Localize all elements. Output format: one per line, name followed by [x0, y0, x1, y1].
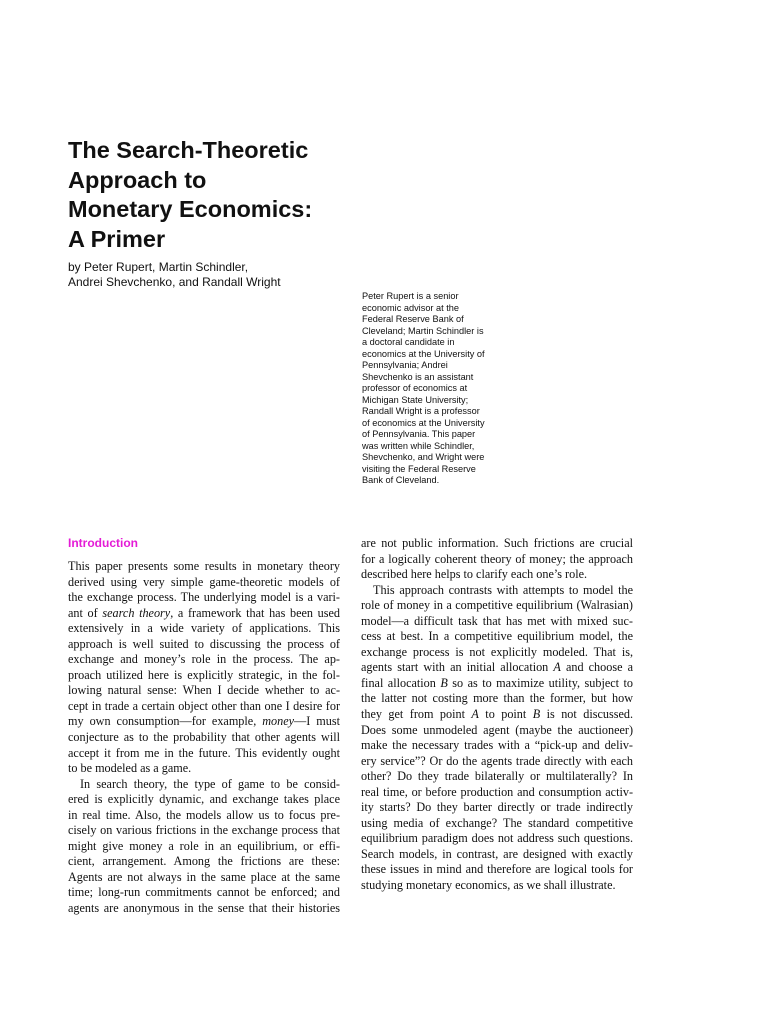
emphasis: money	[262, 714, 295, 729]
text-line: model—a difficult task that has met with mixed suc-	[361, 613, 633, 628]
section-heading-introduction: Introduction	[68, 536, 138, 550]
text-line: In search theory, the type of game to be consid-	[80, 776, 340, 791]
text-line: are not public information. Such frictions are crucial	[361, 536, 633, 550]
bio-line: was written while Schindler,	[362, 440, 475, 451]
author-bio-note	[362, 291, 512, 487]
text-line: ery service”? Or do the agents trade directly with each	[361, 753, 633, 768]
text-line: ered is explicitly dynamic, and exchange takes place	[68, 792, 340, 807]
text-line: lowing natural sense: When I decide whether to ac-	[68, 683, 340, 698]
text-line: Search models, in contrast, are designed with exactly	[361, 846, 633, 861]
text-line: using media of exchange? The standard competitive	[361, 815, 633, 830]
bio-line: Michigan State University;	[362, 394, 469, 405]
text-line: they get from point A to point B is not discussed.	[361, 707, 633, 722]
text-line: ant of search theory, a framework that has been used	[68, 605, 340, 620]
text-line: cept in trade a certain object other than one I desire for	[68, 698, 340, 713]
body-column-left	[68, 559, 340, 917]
text-line: the latter not costing more than the former, but how	[361, 691, 633, 706]
text-line: other? Do they trade bilaterally or multilaterally? In	[361, 769, 633, 784]
text-line: cient, arrangement. Among the frictions are these:	[68, 854, 340, 869]
bio-line: economics at the University of	[362, 348, 485, 359]
bio-line: Peter Rupert is a senior	[362, 291, 459, 301]
bio-line: of Pennsylvania. This paper	[362, 429, 476, 439]
text-line: make the necessary trades with a “pick-up and deliv-	[361, 738, 633, 753]
text-line: cess at best. In a competitive equilibrium model, the	[361, 629, 633, 644]
text-line: my own consumption—for example, money—I must	[68, 714, 340, 729]
bio-line: economic advisor at the	[362, 302, 460, 313]
text-line: agents are anonymous in the sense that their histories	[68, 901, 340, 916]
text-line: This paper presents some results in monetary theory	[68, 559, 340, 573]
text-line: exchange and money’s role in the process. The ap-	[68, 652, 340, 667]
text-line: these issues in mind and therefore are logical tools for	[361, 862, 633, 877]
text-line: to be modeled as a game.	[68, 761, 192, 776]
text-line: studying monetary economics, as we shall illustrate.	[361, 878, 616, 893]
text-line: final allocation B so as to maximize utility, subject to	[361, 675, 633, 690]
text-line: for a logically coherent theory of money; the approach	[361, 551, 633, 566]
bio-line: Bank of Cleveland.	[362, 475, 440, 485]
text-line: accept it from me in the future. This evidently ought	[68, 745, 340, 760]
byline-line: Andrei Shevchenko, and Randall Wright	[68, 275, 281, 289]
bio-line: professor of economics at	[362, 383, 468, 393]
byline-line: by Peter Rupert, Martin Schindler,	[68, 260, 249, 274]
title-line: A Primer	[68, 225, 166, 252]
text-line: Does some unmodeled agent (maybe the auctioneer)	[361, 722, 633, 737]
text-line: Agents are not always in the same place at the same	[68, 869, 340, 884]
emphasis: B	[440, 675, 448, 690]
text-line: This approach contrasts with attempts to model the	[373, 582, 633, 597]
paper-title	[68, 136, 368, 254]
bio-line: Randall Wright is a professor	[362, 406, 480, 416]
text-line: ity starts? Do they barter directly or trade indirectly	[361, 800, 633, 815]
body-column-right	[361, 536, 633, 894]
emphasis: A	[471, 707, 479, 722]
text-line: proach utilized here is explicitly strategic, in the fol-	[68, 667, 340, 682]
bio-line: Shevchenko, and Wright were	[362, 452, 485, 462]
title-line: The Search-Theoretic	[68, 137, 309, 163]
bio-line: Cleveland; Martin Schindler is	[362, 325, 484, 336]
emphasis: A	[553, 660, 561, 675]
bio-line: Pennsylvania; Andrei	[362, 360, 448, 370]
text-line: real time, or before production and consumption activ-	[361, 784, 633, 799]
text-line: in real time. Also, the models allow us to focus pre-	[68, 807, 340, 822]
text-line: exchange process is not explicitly modeled. That is,	[361, 644, 633, 659]
text-line: conjecture as to the probability that other agents will	[68, 730, 340, 745]
title-line: Approach to	[68, 166, 207, 193]
text-line: role of money in a competitive equilibrium (Walrasian)	[361, 598, 633, 613]
text-line: the exchange process. The underlying model is a vari-	[68, 590, 340, 605]
text-line: might give money a role in an equilibrium, or effi-	[68, 838, 340, 853]
text-line: described here helps to clarify each one’s role.	[361, 567, 588, 582]
bio-line: a doctoral candidate in	[362, 337, 455, 347]
emphasis: search theory	[102, 605, 171, 620]
bio-line: of economics at the University	[362, 417, 485, 428]
text-line: time; long-run commitments cannot be enforced; and	[68, 885, 340, 900]
text-line: agents start with an initial allocation A and choose a	[361, 660, 633, 675]
bio-line: Federal Reserve Bank of	[362, 314, 464, 324]
text-line: equilibrium paradigm does not address such questions.	[361, 831, 633, 846]
text-line: derived using very simple game-theoretic models of	[68, 574, 340, 589]
bio-line: Shevchenko is an assistant	[362, 371, 474, 382]
text-line: cisely on various frictions in the exchange process that	[68, 823, 340, 838]
text-line: extensively in a wide variety of applications. This	[68, 621, 340, 636]
title-line: Monetary Economics:	[68, 196, 313, 222]
bio-line: visiting the Federal Reserve	[362, 463, 476, 474]
author-byline	[68, 260, 368, 290]
text-line: approach is well suited to discussing the process of	[68, 636, 340, 651]
emphasis: B	[532, 707, 541, 722]
